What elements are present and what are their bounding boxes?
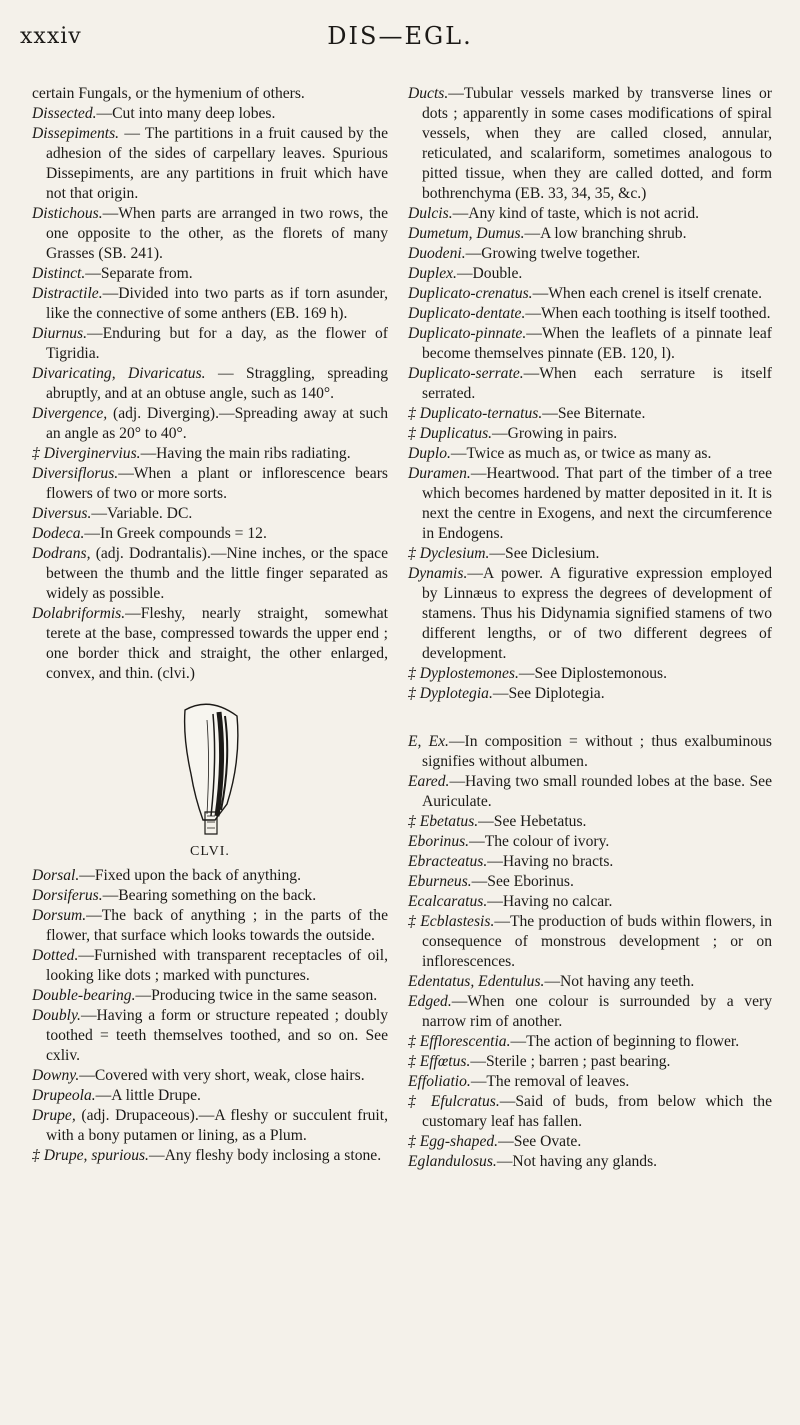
entry-term: Dulcis. [408, 205, 453, 222]
entry-definition: —Variable. DC. [91, 505, 193, 522]
entry-definition: — Straggling, spreading abruptly, and at an obtuse angle, such as 140°. [46, 365, 388, 402]
entry-term: ‡ Dyplostemones. [408, 665, 519, 682]
entry-definition: —See Hebetatus. [478, 813, 587, 830]
entry-definition: —The production of buds within flowers, in consequence of monstrous development ; or on inflorescences. [422, 913, 773, 970]
entry-definition: —When the leaflets of a pinnate leaf become themselves pinnate (EB. 120, l). [422, 325, 772, 362]
entry-term: Dorsum. [32, 907, 87, 924]
entry-term: Dorsal. [32, 867, 80, 884]
entry-term: Dynamis. [408, 565, 468, 582]
page-number: xxxiv [20, 24, 82, 49]
dictionary-entry [408, 832, 772, 852]
entry-definition: —The action of beginning to flower. [510, 1033, 740, 1050]
entry-term: ‡ Drupe, spurious. [32, 1147, 149, 1164]
entry-definition: (adj. Diverging).—Spreading away at such an angle as 20° to 40°. [46, 405, 388, 442]
dictionary-entry [408, 544, 772, 564]
dictionary-entry [32, 504, 388, 524]
entry-term: Eburneus. [408, 873, 472, 890]
dictionary-entry [32, 264, 388, 284]
dictionary-entry [408, 424, 772, 444]
dictionary-entry [408, 264, 772, 284]
entry-term: Drupe, [32, 1107, 76, 1124]
entry-definition: —Twice as much as, or twice as many as. [450, 445, 712, 462]
entry-definition: —Double. [456, 265, 523, 282]
right-entries-e [408, 732, 772, 1172]
dictionary-entry [32, 1066, 388, 1086]
entry-term: ‡ Ecblastesis. [408, 913, 495, 930]
entry-definition: —Producing twice in the same season. [135, 987, 378, 1004]
dictionary-entry [32, 1086, 388, 1106]
entry-term: Distinct. [32, 265, 86, 282]
entry-definition: —The back of anything ; in the parts of the flower, that surface which looks towards the outside. [46, 907, 388, 944]
dictionary-entry [408, 464, 772, 544]
dictionary-entry [408, 364, 772, 404]
entry-term: Double-bearing. [32, 987, 136, 1004]
dictionary-entry [32, 986, 388, 1006]
dictionary-entry [408, 1032, 772, 1052]
dictionary-entry [408, 772, 772, 812]
dictionary-entry [408, 1092, 772, 1132]
entry-definition: —Growing in pairs. [492, 425, 618, 442]
entry-term: ‡ Ebetatus. [408, 813, 479, 830]
entry-definition: (adj. Drupaceous).—A fleshy or succulent fruit, with a bony putamen or lining, as a Plum. [46, 1107, 388, 1144]
entry-definition: —Any fleshy body inclosing a stone. [148, 1147, 382, 1164]
entry-term: ‡ Diverginervius. [32, 445, 141, 462]
entry-definition: —Bearing something on the back. [102, 887, 317, 904]
entry-definition: —In composition = without ; thus exalbuminous signifies without albumen. [422, 733, 772, 770]
entry-term: Edentatus, Edentulus. [408, 973, 545, 990]
dictionary-entry [32, 604, 388, 684]
entry-term: Ecalcaratus. [408, 893, 488, 910]
entry-definition: —The colour of ivory. [469, 833, 610, 850]
entry-term: E, Ex. [408, 733, 449, 750]
dictionary-entry [32, 404, 388, 444]
entry-definition: —Fleshy, nearly straight, somewhat terete at the base, compressed towards the upper end ; one border thick and straight, the other enlarged, convex, and thin. (clvi.) [46, 605, 388, 682]
dictionary-entry [32, 444, 388, 464]
entry-term: Effoliatio. [408, 1073, 471, 1090]
entry-definition: —Furnished with transparent receptacles of oil, looking like dots ; marked with punctures. [46, 947, 388, 984]
dictionary-entry [408, 224, 772, 244]
entry-definition: —A low branching shrub. [524, 225, 687, 242]
entry-term: ‡ Effœtus. [408, 1053, 471, 1070]
dictionary-entry [408, 404, 772, 424]
entry-definition: —Cut into many deep lobes. [96, 105, 276, 122]
entry-term: Divaricating, Divaricatus. [32, 365, 206, 382]
dictionary-entry [408, 812, 772, 832]
dictionary-entry [32, 324, 388, 364]
entry-term: Drupeola. [32, 1087, 96, 1104]
entry-definition: —Fixed upon the back of anything. [79, 867, 301, 884]
dictionary-entry [32, 104, 388, 124]
dictionary-entry [32, 544, 388, 604]
dictionary-entry [408, 444, 772, 464]
entry-term: ‡ Dyclesium. [408, 545, 490, 562]
entry-term: Distractile. [32, 285, 103, 302]
entry-definition: —See Diclesium. [489, 545, 600, 562]
entry-term: Ducts. [408, 85, 449, 102]
entry-definition: —Separate from. [85, 265, 193, 282]
left-entries [32, 84, 388, 684]
dictionary-entry [408, 1132, 772, 1152]
dictionary-entry [32, 284, 388, 324]
entry-term: Dotted. [32, 947, 79, 964]
entry-definition: —In Greek compounds = 12. [84, 525, 267, 542]
entry-term: Dissected. [32, 105, 97, 122]
dictionary-entry [32, 464, 388, 504]
dictionary-entry [408, 992, 772, 1032]
entry-definition: —A little Drupe. [95, 1087, 201, 1104]
entry-definition: —See Diplostemonous. [518, 665, 668, 682]
entry-term: Eborinus. [408, 833, 470, 850]
entry-definition: —When parts are arranged in two rows, the one opposite to the other, as the florets of many Grasses (SB. 241). [46, 205, 388, 262]
entry-term: Divergence, [32, 405, 108, 422]
entry-definition: certain Fungals, or the hymenium of others. [32, 85, 305, 102]
entry-definition: —Divided into two parts as if torn asunder, like the connective of some anthers (EB. 169 h). [46, 285, 388, 322]
entry-definition: —Said of buds, from below which the customary leaf has fallen. [422, 1093, 772, 1130]
entry-term: Diurnus. [32, 325, 88, 342]
dictionary-entry [32, 1006, 388, 1066]
entry-definition: —Having two small rounded lobes at the base. See Auriculate. [422, 773, 772, 810]
entry-term: Dumetum, Dumus. [408, 225, 525, 242]
entry-definition: (adj. Dodrantalis).—Nine inches, or the space between the thumb and the little finger separated as widely as possible. [46, 545, 388, 602]
dictionary-entry [408, 204, 772, 224]
entry-term: Doubly. [32, 1007, 81, 1024]
dolabriform-leaf-illustration [165, 690, 255, 840]
dictionary-entry [408, 1052, 772, 1072]
dictionary-entry [408, 284, 772, 304]
dictionary-entry [408, 1152, 772, 1172]
entry-term: ‡ Efulcratus. [408, 1093, 500, 1110]
entry-term: ‡ Duplicatus. [408, 425, 493, 442]
dictionary-entry [408, 684, 772, 704]
dictionary-entry [408, 664, 772, 684]
entry-definition: —Sterile ; barren ; past bearing. [470, 1053, 671, 1070]
entry-definition: —See Eborinus. [471, 873, 574, 890]
dictionary-entry [32, 886, 388, 906]
right-entries-d [408, 84, 772, 704]
dictionary-entry [408, 564, 772, 664]
entry-definition: —When each toothing is itself toothed. [525, 305, 771, 322]
entry-definition: — The partitions in a fruit caused by the adhesion of the sides of carpellary leaves. Spurious Dissepiments, are any partitions in fruit which have not that origin. [46, 125, 388, 202]
entry-term: Distichous. [32, 205, 103, 222]
dictionary-entry [32, 364, 388, 404]
dictionary-entry [32, 946, 388, 986]
dictionary-entry [408, 324, 772, 364]
entry-definition: —Not having any teeth. [544, 973, 695, 990]
figure-label: CLVI. [190, 844, 230, 859]
entry-definition: —See Biternate. [542, 405, 646, 422]
dictionary-entry [408, 872, 772, 892]
entry-term: Diversiflorus. [32, 465, 119, 482]
entry-definition: —Enduring but for a day, as the flower of Tigridia. [46, 325, 388, 362]
dictionary-entry [408, 1072, 772, 1092]
dictionary-entry [408, 912, 772, 972]
entry-term: Dorsiferus. [32, 887, 103, 904]
left-column [32, 84, 388, 1166]
entry-definition: —When each serrature is itself serrated. [422, 365, 772, 402]
entry-definition: —See Diplotegia. [492, 685, 605, 702]
entry-term: Dissepiments. [32, 125, 120, 142]
left-entries-after-figure [32, 866, 388, 1166]
entry-term: ‡ Duplicato-ternatus. [408, 405, 543, 422]
entry-definition: —Any kind of taste, which is not acrid. [452, 205, 700, 222]
dictionary-entry [32, 1106, 388, 1146]
entry-term: Dolabriformis. [32, 605, 126, 622]
entry-definition: —A power. A figurative expression employed by Linnæus to express the degrees of development of stamens. Thus his Didynamia signified stamens of two different lengths, or of two different degrees of development. [422, 565, 772, 662]
entry-term: Duramen. [408, 465, 471, 482]
entry-term: Duplo. [408, 445, 451, 462]
entry-term: Duplicato-crenatus. [408, 285, 533, 302]
dictionary-entry [408, 732, 772, 772]
entry-term: Dodrans, [32, 545, 91, 562]
entry-term: Eared. [408, 773, 450, 790]
entry-term: Duplicato-dentate. [408, 305, 526, 322]
entry-term: Diversus. [32, 505, 92, 522]
entry-definition: —See Ovate. [498, 1133, 582, 1150]
dictionary-entry [408, 304, 772, 324]
entry-term: ‡ Efflorescentia. [408, 1033, 511, 1050]
page-header [0, 20, 800, 60]
entry-definition: —Covered with very short, weak, close hairs. [79, 1067, 365, 1084]
dictionary-entry [32, 1146, 388, 1166]
entry-term: ‡ Egg-shaped. [408, 1133, 499, 1150]
running-head: DIS—EGL. [327, 22, 473, 50]
dictionary-entry [32, 524, 388, 544]
dictionary-entry [408, 852, 772, 872]
dictionary-entry [408, 892, 772, 912]
figure-clvi [32, 690, 388, 862]
entry-definition: —Not having any glands. [496, 1153, 658, 1170]
entry-definition: —Having a form or structure repeated ; doubly toothed = teeth themselves toothed, and so on. See cxliv. [46, 1007, 388, 1064]
entry-definition: —Having no calcar. [487, 893, 613, 910]
entry-term: Dodeca. [32, 525, 85, 542]
entry-term: ‡ Dyplotegia. [408, 685, 493, 702]
entry-definition: —When a plant or inflorescence bears flowers of two or more sorts. [46, 465, 388, 502]
dictionary-entry [408, 972, 772, 992]
entry-definition: —When each crenel is itself crenate. [532, 285, 763, 302]
entry-definition: —Having no bracts. [487, 853, 614, 870]
right-column [408, 84, 772, 1172]
section-gap [408, 704, 772, 732]
dictionary-entry [32, 124, 388, 204]
entry-term: Duplicato-pinnate. [408, 325, 527, 342]
entry-definition: —Growing twelve together. [465, 245, 641, 262]
entry-definition: —The removal of leaves. [470, 1073, 630, 1090]
dictionary-entry [32, 906, 388, 946]
entry-definition: —Heartwood. That part of the timber of a tree which becomes hardened by matter deposited in it. It is next the centre in Exogens, and next the circumference in Endogens. [422, 465, 772, 542]
entry-definition: —When one colour is surrounded by a very narrow rim of another. [422, 993, 772, 1030]
entry-definition: —Having the main ribs radiating. [140, 445, 351, 462]
entry-term: Duplex. [408, 265, 457, 282]
entry-term: Downy. [32, 1067, 80, 1084]
entry-term: Ebracteatus. [408, 853, 488, 870]
dictionary-entry [32, 204, 388, 264]
entry-term: Edged. [408, 993, 452, 1010]
entry-term: Duplicato-serrate. [408, 365, 524, 382]
dictionary-entry [32, 866, 388, 886]
dictionary-entry [408, 84, 772, 204]
entry-term: Eglandulosus. [408, 1153, 497, 1170]
entry-term: Duodeni. [408, 245, 466, 262]
dictionary-entry [408, 244, 772, 264]
entry-definition: —Tubular vessels marked by transverse lines or dots ; apparently in some cases modifications of spiral vessels, when they are called closed, annular, reticulated, and scalariform, sometimes analogous to pitted tissue, when they are called dotted, and form bothrenchyma (EB. 33, 34, 35, &c.) [422, 85, 772, 202]
dictionary-entry [32, 84, 388, 104]
